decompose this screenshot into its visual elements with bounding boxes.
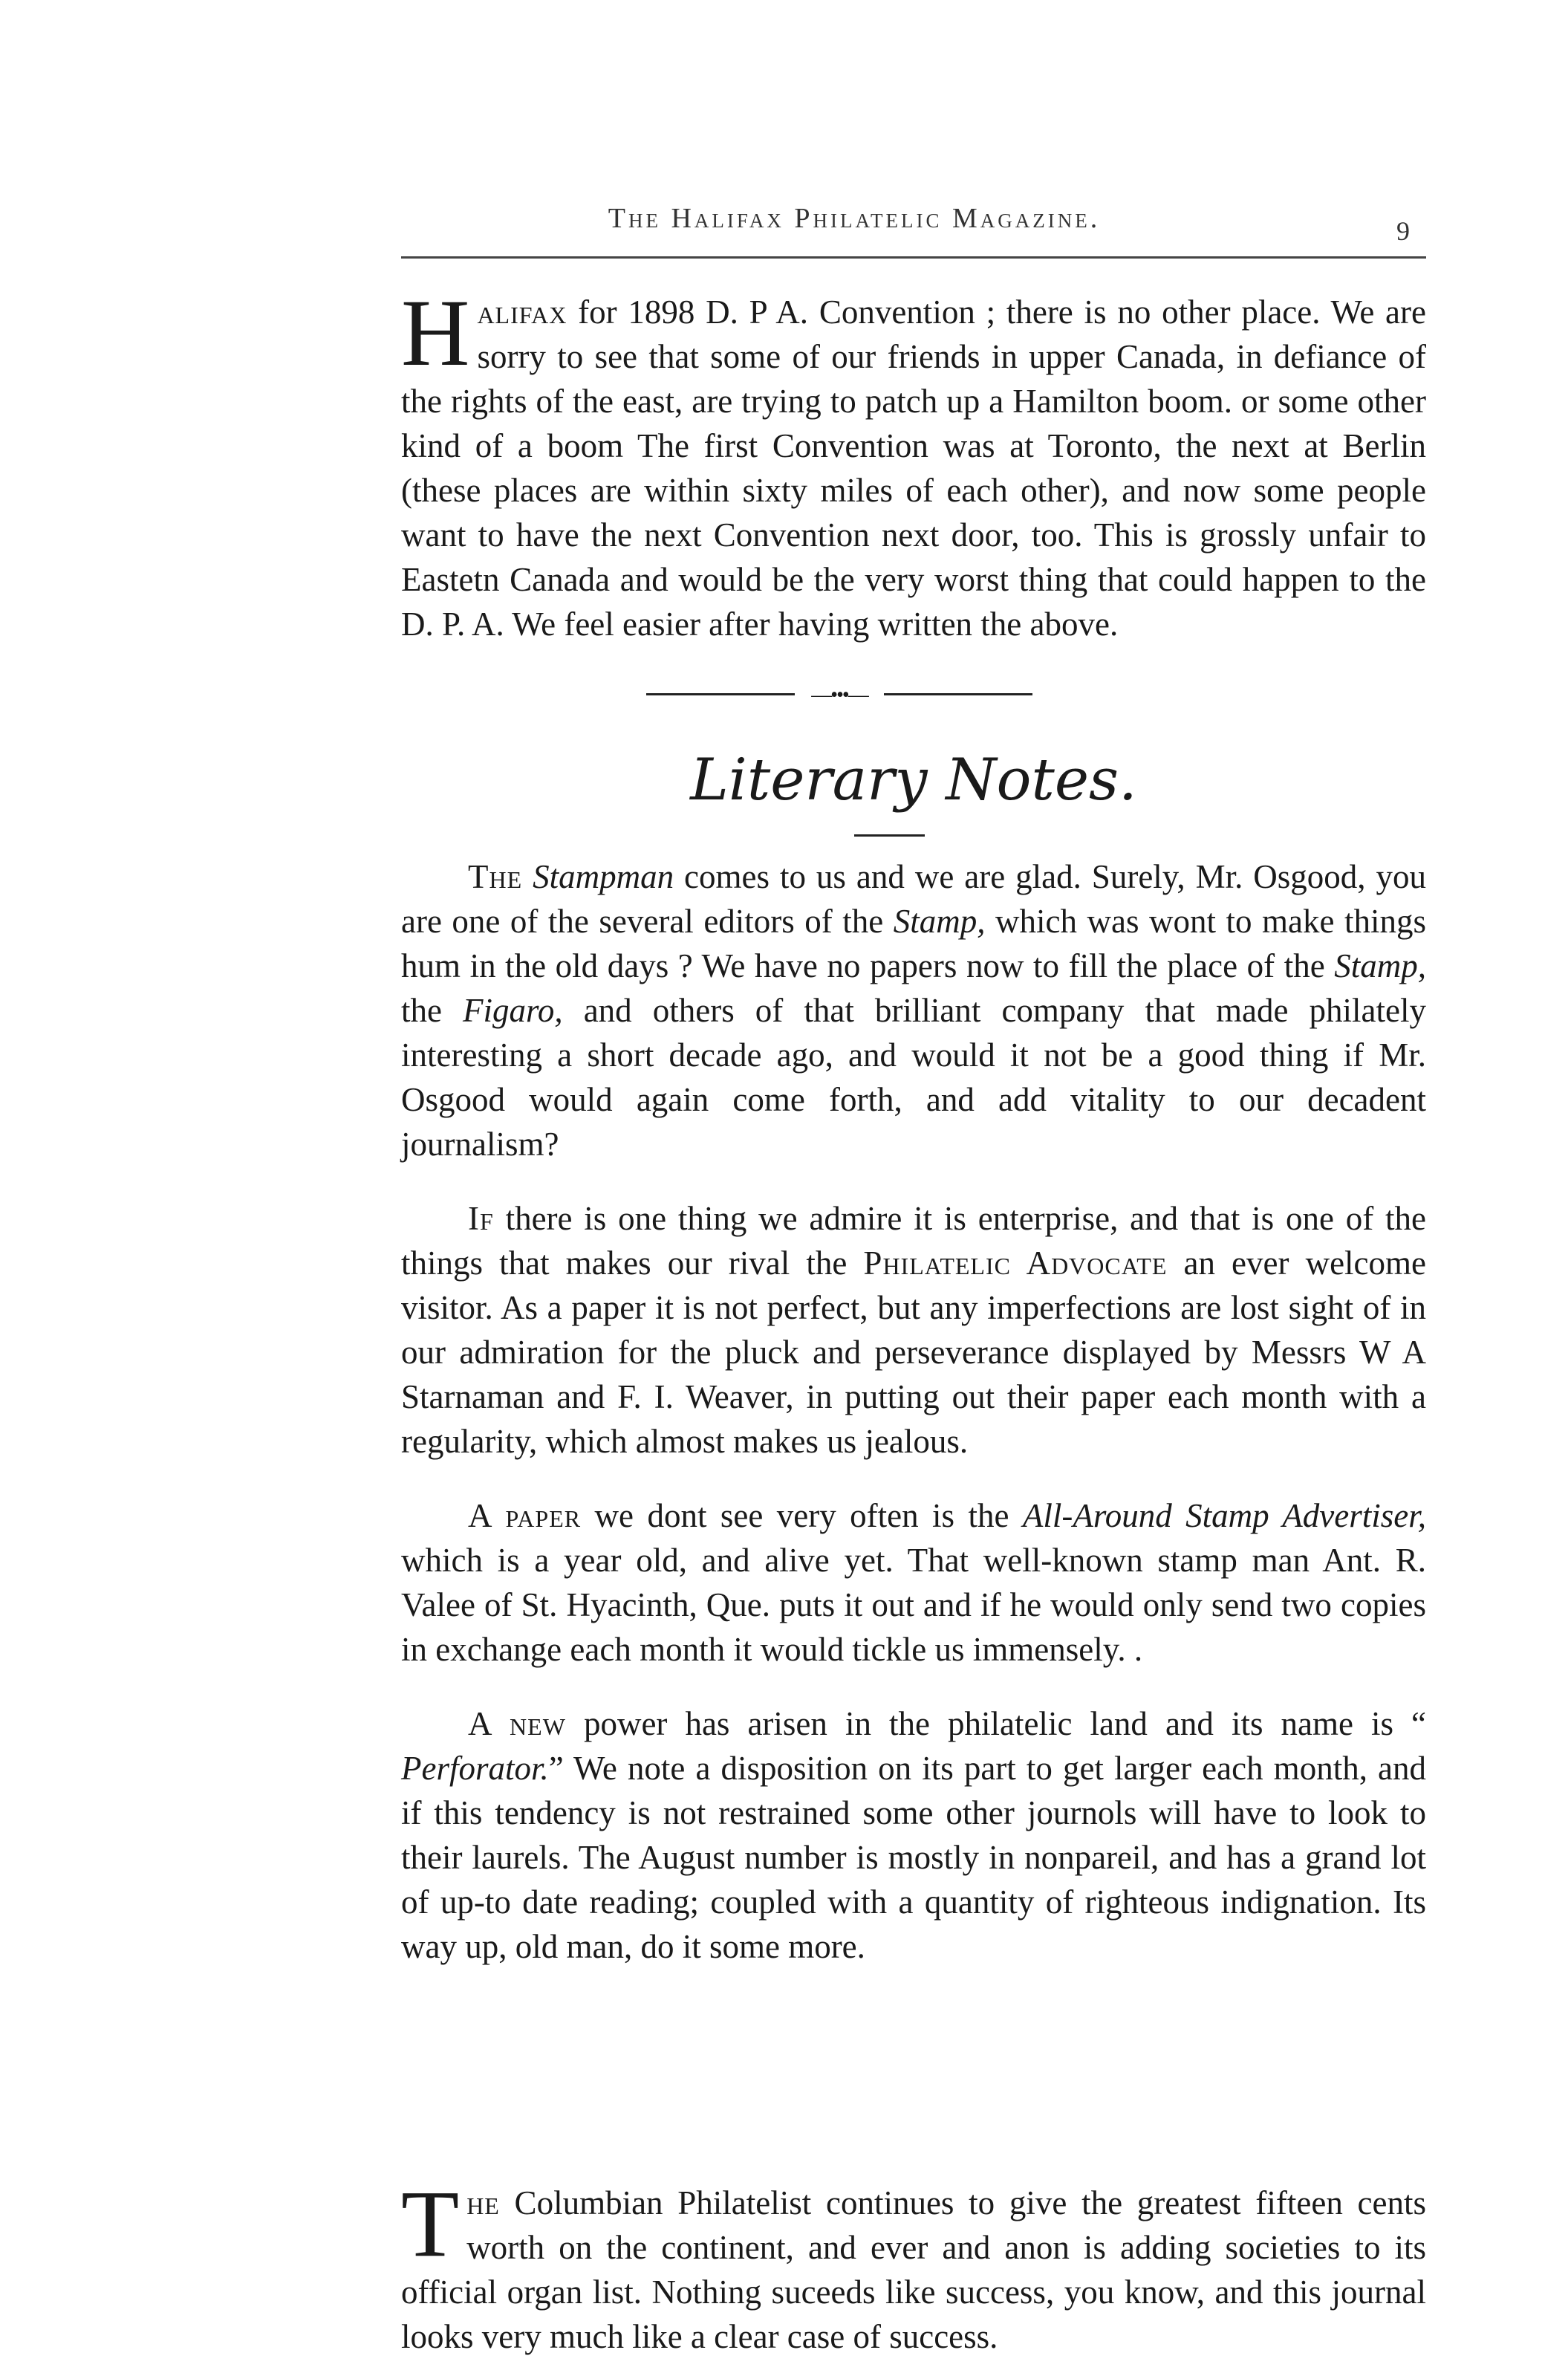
note-italic-title: Stampman (533, 858, 674, 895)
note-lead: A new (468, 1705, 566, 1742)
closing-dropcap: T (401, 2171, 460, 2276)
note-lead: The (468, 858, 523, 895)
section-title: Literary Notes. (690, 747, 1137, 814)
note-text: the (401, 992, 463, 1029)
note-italic-title: All-Around Stamp Advertiser, (1022, 1497, 1426, 1534)
note-text: an ever welcome visitor. As a paper it is not perfect, but any imperfections are lost sight of in our admiration for the pluck and perseverance displayed by Messrs W A Starnaman and F. I. Weaver, in putting out their paper each month with a regularity, which almost makes us jealous. (401, 1244, 1427, 1460)
closing-text: Columbian Philatelist continues to give the greatest fifteen cents worth on the continent, and ever and anon is adding societies to its official organ list. Nothing suceeds like success, you know, and this journal looks very much like a clear case of success. (401, 2184, 1426, 2355)
closing-paragraph (401, 2171, 1426, 2359)
note-paragraph (401, 1493, 1426, 1672)
section-divider-ornament (646, 684, 1032, 706)
note-text: we dont see very often is the (581, 1497, 1023, 1534)
intro-paragraph (401, 280, 1426, 646)
intro-text: for 1898 D. P A. Convention ; there is no other place. We are sorry to see that some of our friends in upper Canada, in defiance of the rights of the east, are trying to patch up a Hamilton boom. or some other kind of a boom The first Convention was at Toronto, the next at Berlin (these places are within sixty miles of each other), and now some people want to have the next Convention next door, too. This is grossly unfair to Eastetn Canada and would be the very worst thing that could happen to the D. P. A. We feel easier after having written the above. (401, 293, 1426, 643)
closing-lead: he (466, 2184, 500, 2221)
note-text: which is a year old, and alive yet. That well-known stamp man Ant. R. Valee of St. Hyacinth, Que. puts it out and if he would only send two copies in exchange each month it would tickle us immensely. . (401, 1542, 1426, 1668)
divider-line-right (884, 693, 1032, 695)
note-italic-title: Figaro, (463, 992, 563, 1029)
note-italic-title: Stamp, (1334, 947, 1426, 984)
note-italic-title: Perforator. (401, 1750, 549, 1787)
note-paragraph (401, 1196, 1426, 1464)
running-head: The Halifax Philatelic Magazine. (608, 203, 1101, 234)
note-text: ” We note a disposition on its part to get larger each month, and if this tendency is not restrained some other journols will have to look to their laurels. The August number is mostly in nonpareil, and has a grand lot of up-to date reading; coupled with a quantity of righteous indignation. Its way up, old man, do it some more. (401, 1750, 1426, 1965)
note-text: comes to us and we are glad. Surely, Mr. Osgood, you are one of the several editors of the (401, 858, 1426, 940)
notes-block (401, 854, 1426, 1969)
title-underline-rule (854, 834, 925, 837)
note-italic-title: Stamp, (893, 903, 986, 940)
note-paragraph (401, 1701, 1426, 1969)
intro-lead: alifax (477, 293, 567, 331)
note-text: and others of that brilliant company that made philately interesting a short decade ago, and would it not be a good thing if Mr. Osgood would again come forth, and add vitality to our decadent journalism? (401, 992, 1426, 1163)
page-number: 9 (1396, 216, 1410, 246)
intro-dropcap: H (401, 280, 470, 386)
note-lead: If (468, 1200, 494, 1237)
notes-list (401, 854, 1426, 1969)
divider-ornament-glyphs: —•••— (811, 684, 868, 707)
closing-paragraph-block (401, 2171, 1426, 2359)
intro-paragraph-block (401, 280, 1426, 646)
divider-line-left (646, 693, 795, 695)
note-lead: A paper (468, 1497, 582, 1534)
header-rule (401, 256, 1426, 259)
note-paragraph (401, 854, 1426, 1166)
note-text: which was wont to make things hum in the old days ? We have no papers now to fill the place of the (401, 903, 1426, 984)
note-smallcaps-title: Philatelic Advocate (863, 1244, 1168, 1282)
note-text (522, 858, 533, 895)
note-text: there is one thing we admire it is enterprise, and that is one of the things that makes our rival the (401, 1200, 1426, 1282)
note-text: power has arisen in the philatelic land and its name is “ (565, 1705, 1427, 1742)
